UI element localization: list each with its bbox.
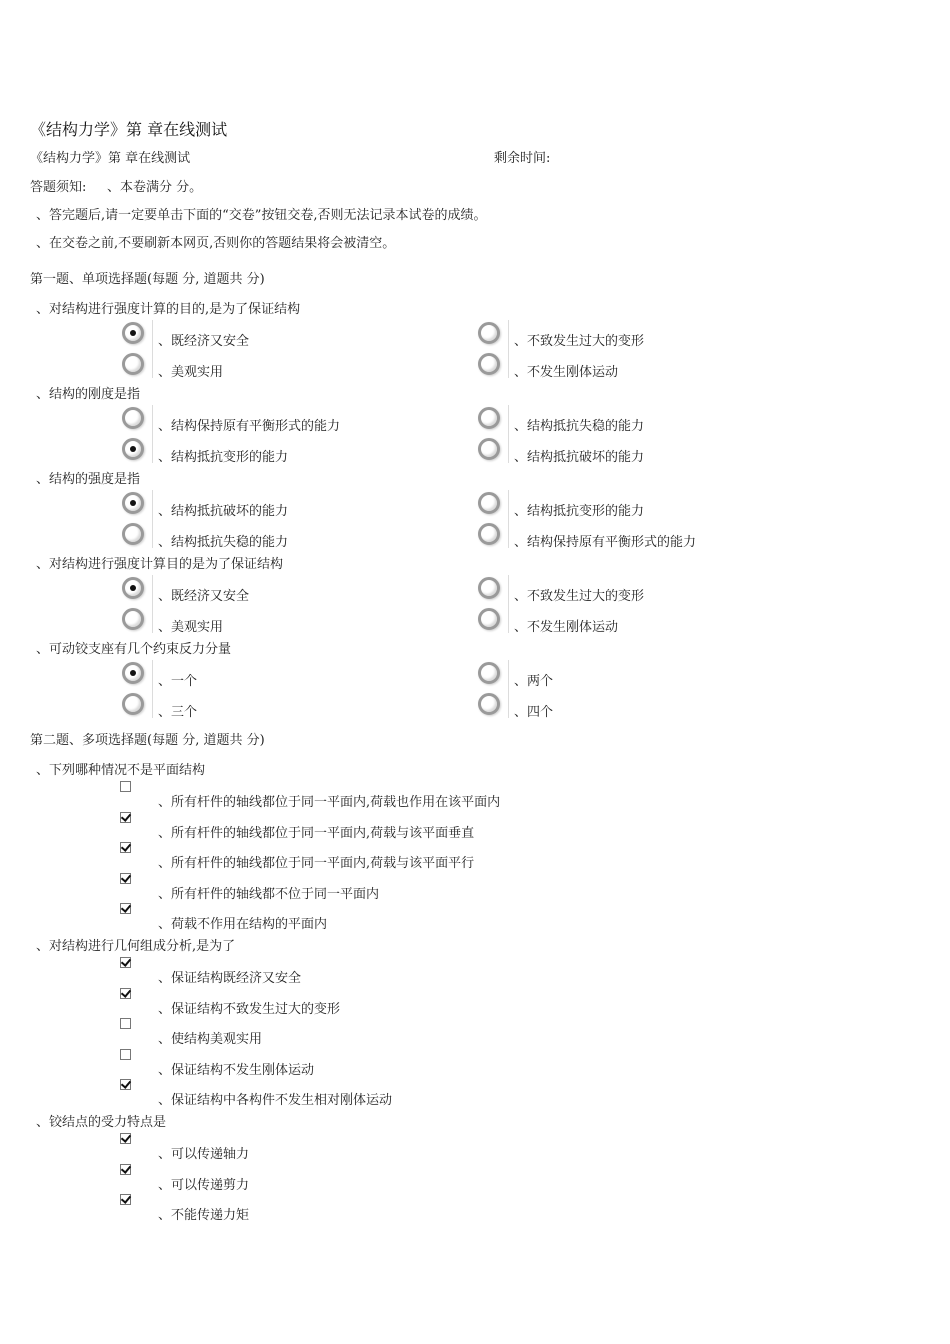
option-label: 、既经济又安全 [158, 334, 250, 349]
column-divider [508, 660, 509, 718]
option-label: 、结构保持原有平衡形式的能力 [514, 535, 697, 550]
option-label: 、荷载不作用在结构的平面内 [158, 917, 328, 932]
option-label: 、可以传递轴力 [158, 1147, 250, 1162]
option-checkbox[interactable] [120, 988, 131, 999]
question-text: 、对结构进行强度计算的目的,是为了保证结构 [36, 302, 301, 317]
option-checkbox[interactable] [120, 957, 131, 968]
option-label: 、保证结构不发生刚体运动 [158, 1062, 315, 1078]
option-label: 、三个 [158, 705, 198, 720]
question-text: 、对结构进行强度计算目的是为了保证结构 [36, 557, 284, 572]
option-radio[interactable] [478, 407, 500, 429]
option-radio[interactable] [478, 608, 500, 630]
option-label: 、美观实用 [158, 620, 224, 635]
option-label: 、既经济又安全 [158, 589, 250, 604]
option-checkbox[interactable] [120, 1133, 131, 1144]
option-checkbox[interactable] [120, 781, 131, 792]
option-label: 、保证结构中各构件不发生相对刚体运动 [158, 1093, 393, 1108]
option-radio[interactable] [122, 693, 144, 715]
column-divider [152, 320, 153, 378]
option-radio[interactable] [478, 322, 500, 344]
option-radio[interactable] [122, 523, 144, 545]
notice-label: 答题须知: [30, 180, 87, 195]
column-divider [508, 575, 509, 633]
option-label: 、结构抵抗失稳的能力 [158, 535, 289, 550]
option-checkbox[interactable] [120, 1194, 131, 1205]
column-divider [508, 320, 509, 378]
option-label: 、所有杆件的轴线都位于同一平面内,荷载与该平面垂直 [158, 825, 475, 841]
question-text: 、铰结点的受力特点是 [36, 1115, 167, 1130]
remaining-time-label: 剩余时间: [494, 151, 551, 166]
option-checkbox[interactable] [120, 812, 131, 823]
page-title: 《结构力学》第 章在线测试 [30, 120, 228, 139]
option-label: 、美观实用 [158, 365, 224, 380]
column-divider [152, 660, 153, 718]
option-label: 、保证结构既经济又安全 [158, 971, 302, 986]
option-label: 、结构抵抗失稳的能力 [514, 419, 645, 434]
notice-line-2: 、答完题后,请一定要单击下面的“交卷”按钮交卷,否则无法记录本试卷的成绩。 [36, 208, 487, 223]
column-divider [508, 490, 509, 548]
option-label: 、四个 [514, 705, 554, 720]
option-radio[interactable] [122, 322, 144, 344]
option-radio[interactable] [122, 353, 144, 375]
option-label: 、所有杆件的轴线都位于同一平面内,荷载与该平面平行 [158, 856, 475, 871]
option-label: 、可以传递剪力 [158, 1177, 250, 1193]
option-radio[interactable] [122, 662, 144, 684]
option-radio[interactable] [122, 438, 144, 460]
notice-line-3: 、在交卷之前,不要刷新本网页,否则你的答题结果将会被清空。 [36, 236, 396, 251]
option-label: 、不发生刚体运动 [514, 365, 619, 380]
option-checkbox[interactable] [120, 873, 131, 884]
section1-heading: 第一题、单项选择题(每题 分, 道题共 分) [30, 272, 265, 287]
header-title: 《结构力学》第 章在线测试 [30, 151, 191, 166]
option-checkbox[interactable] [120, 1018, 131, 1029]
option-checkbox[interactable] [120, 1079, 131, 1090]
option-radio[interactable] [122, 608, 144, 630]
option-radio[interactable] [478, 353, 500, 375]
option-label: 、两个 [514, 674, 554, 689]
option-checkbox[interactable] [120, 842, 131, 853]
notice-line-1: 、本卷满分 分。 [107, 180, 203, 195]
option-label: 、结构抵抗变形的能力 [514, 504, 645, 519]
column-divider [508, 405, 509, 463]
option-checkbox[interactable] [120, 903, 131, 914]
option-label: 、保证结构不致发生过大的变形 [158, 1001, 341, 1017]
option-checkbox[interactable] [120, 1164, 131, 1175]
option-checkbox[interactable] [120, 1049, 131, 1060]
question-text: 、结构的刚度是指 [36, 387, 141, 402]
option-radio[interactable] [122, 407, 144, 429]
option-radio[interactable] [478, 693, 500, 715]
option-label: 、使结构美观实用 [158, 1032, 263, 1047]
column-divider [152, 490, 153, 548]
option-label: 、不致发生过大的变形 [514, 589, 645, 604]
option-label: 、一个 [158, 674, 198, 689]
question-text: 、结构的强度是指 [36, 472, 141, 487]
option-label: 、所有杆件的轴线都位于同一平面内,荷载也作用在该平面内 [158, 795, 501, 810]
option-label: 、结构保持原有平衡形式的能力 [158, 419, 341, 434]
option-label: 、不致发生过大的变形 [514, 334, 645, 349]
option-radio[interactable] [478, 492, 500, 514]
option-radio[interactable] [122, 492, 144, 514]
option-label: 、结构抵抗破坏的能力 [514, 450, 645, 465]
option-label: 、结构抵抗破坏的能力 [158, 504, 289, 519]
option-radio[interactable] [478, 662, 500, 684]
option-label: 、不发生刚体运动 [514, 620, 619, 635]
option-label: 、不能传递力矩 [158, 1208, 250, 1223]
option-radio[interactable] [122, 577, 144, 599]
question-text: 、对结构进行几何组成分析,是为了 [36, 939, 236, 954]
option-label: 、结构抵抗变形的能力 [158, 450, 289, 465]
question-text: 、下列哪种情况不是平面结构 [36, 763, 206, 778]
option-label: 、所有杆件的轴线都不位于同一平面内 [158, 886, 380, 902]
option-radio[interactable] [478, 523, 500, 545]
option-radio[interactable] [478, 438, 500, 460]
section2-heading: 第二题、多项选择题(每题 分, 道题共 分) [30, 733, 265, 748]
option-radio[interactable] [478, 577, 500, 599]
column-divider [152, 575, 153, 633]
question-text: 、可动铰支座有几个约束反力分量 [36, 642, 232, 657]
column-divider [152, 405, 153, 463]
